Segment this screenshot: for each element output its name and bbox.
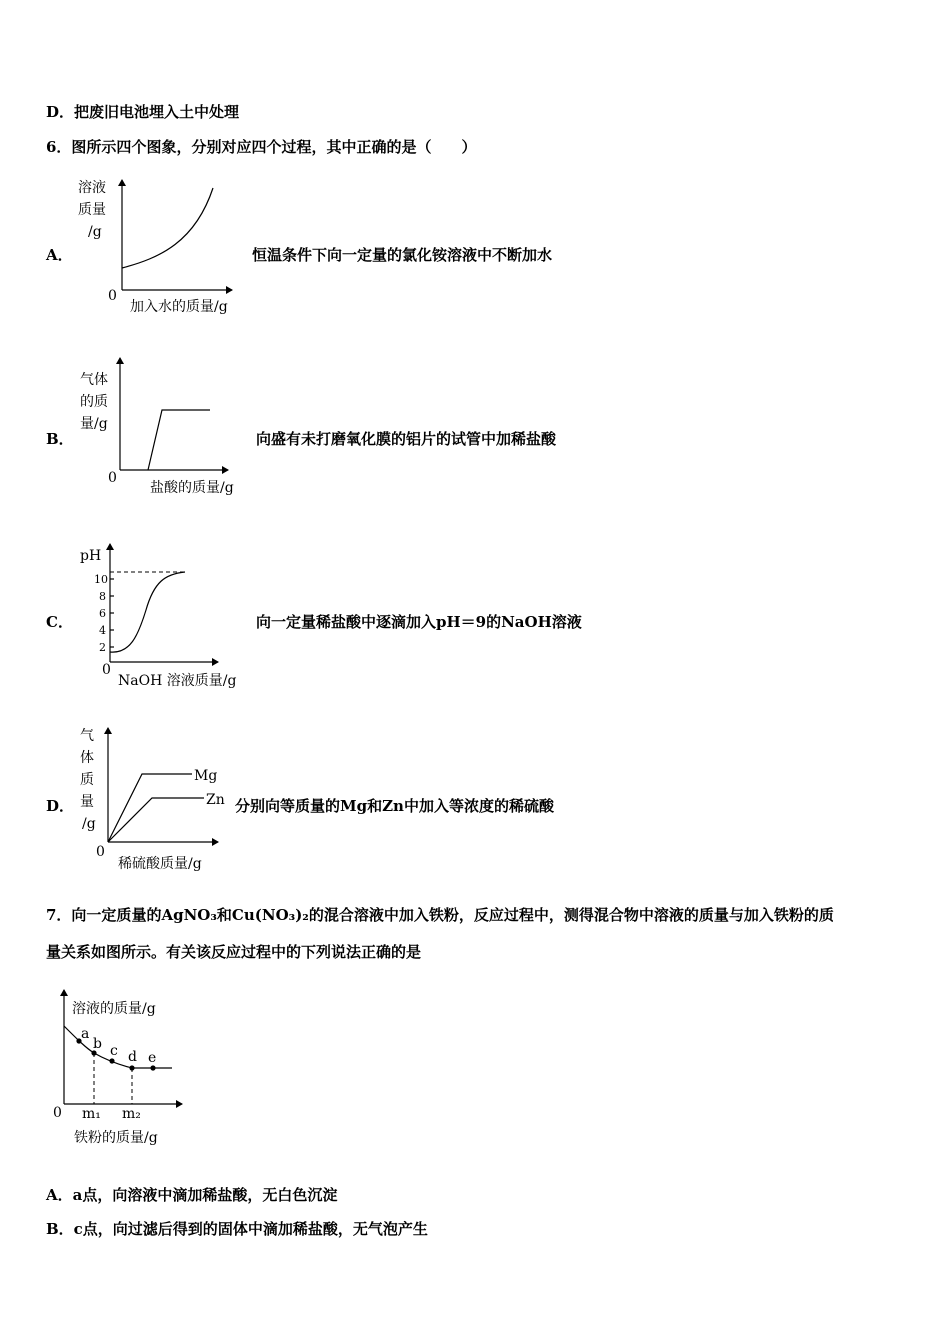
graph-c-tick-10: 10 (94, 573, 108, 586)
graph-c-origin: 0 (102, 662, 111, 678)
graph-a-origin: 0 (108, 288, 117, 304)
q6-option-d-letter: D． (46, 797, 75, 815)
graph-d (70, 722, 260, 878)
q5-option-d: D．把废旧电池埋入土中处理 (46, 103, 240, 121)
graph-q7 (46, 986, 246, 1148)
graph-q7-ylabel: 溶液的质量/g (72, 1001, 156, 1017)
graph-d-ylabel-5: /g (82, 816, 96, 832)
graph-d-ylabel-1: 气 (80, 728, 94, 744)
graph-q7-point-e (150, 1065, 155, 1070)
graph-a-ylabel-2: 质量 (78, 202, 106, 218)
graph-q7-origin: 0 (53, 1105, 62, 1121)
q7-option-b: B．c点，向过滤后得到的固体中滴加稀盐酸，无气泡产生 (46, 1220, 428, 1238)
q6-option-a-letter: A． (46, 246, 73, 264)
graph-q7-m1: m₁ (82, 1106, 101, 1122)
q6-option-c-letter: C． (46, 613, 73, 631)
graph-a-curve (122, 188, 213, 268)
graph-q7-label-a: a (81, 1026, 90, 1042)
graph-d-origin: 0 (96, 844, 105, 860)
graph-q7-label-c: c (110, 1043, 118, 1059)
graph-d-ylabel-4: 量 (80, 794, 94, 810)
graph-q7-point-d (129, 1065, 134, 1070)
graph-d-ylabel-3: 质 (80, 772, 94, 788)
q6-option-b-letter: B． (46, 430, 74, 448)
graph-b-ylabel-1: 气体 (80, 372, 108, 388)
q7-stem-line2: 量关系如图所示。有关该反应过程中的下列说法正确的是 (46, 943, 422, 961)
q6-option-a-text: 恒温条件下向一定量的氯化铵溶液中不断加水 (252, 246, 553, 264)
graph-a (70, 172, 260, 320)
graph-c-ylabel: pH (80, 548, 102, 564)
graph-q7-label-e: e (148, 1050, 157, 1066)
graph-a-ylabel-1: 溶液 (78, 180, 106, 196)
graph-b-origin: 0 (108, 470, 117, 486)
graph-c (70, 540, 260, 692)
graph-a-xlabel: 加入水的质量/g (130, 299, 228, 315)
q7-stem-line1: 7．向一定质量的AgNO₃和Cu(NO₃)₂的混合溶液中加入铁粉，反应过程中，测得混合物中溶液的质量与加入铁粉的质 (46, 906, 834, 924)
graph-d-label-zn: Zn (206, 792, 225, 808)
graph-b-ylabel-2: 的质 (80, 394, 108, 410)
graph-a-ylabel-3: /g (88, 224, 102, 240)
graph-q7-label-d: d (128, 1049, 137, 1065)
graph-q7-point-c (109, 1058, 114, 1063)
graph-b-curve (148, 410, 210, 470)
q6-option-b-text: 向盛有未打磨氧化膜的铝片的试管中加稀盐酸 (256, 430, 557, 448)
q6-stem: 6．图所示四个图象，分别对应四个过程，其中正确的是（ ） (46, 138, 477, 156)
graph-d-curve-zn (108, 798, 204, 842)
graph-c-tick-2: 2 (99, 641, 106, 654)
graph-d-curve-mg (108, 774, 192, 842)
graph-d-ylabel-2: 体 (80, 750, 94, 766)
q7-option-a: A．a点，向溶液中滴加稀盐酸，无白色沉淀 (46, 1186, 338, 1204)
q6-option-d-text: 分别向等质量的Mg和Zn中加入等浓度的稀硫酸 (235, 797, 554, 815)
graph-d-xlabel: 稀硫酸质量/g (118, 856, 202, 872)
q6-option-c-text: 向一定量稀盐酸中逐滴加入pH＝9的NaOH溶液 (256, 613, 582, 631)
graph-b-xlabel: 盐酸的质量/g (150, 480, 234, 496)
graph-b-ylabel-3: 量/g (80, 416, 108, 432)
graph-q7-xlabel: 铁粉的质量/g (74, 1130, 158, 1146)
graph-c-tick-4: 4 (99, 624, 106, 637)
graph-c-curve (110, 572, 185, 652)
graph-b (70, 352, 260, 500)
graph-q7-label-b: b (93, 1036, 102, 1052)
graph-d-label-mg: Mg (194, 768, 218, 784)
graph-q7-m2: m₂ (122, 1106, 141, 1122)
graph-c-xlabel: NaOH 溶液质量/g (118, 673, 237, 689)
graph-c-tick-8: 8 (99, 590, 106, 603)
graph-c-tick-6: 6 (99, 607, 106, 620)
